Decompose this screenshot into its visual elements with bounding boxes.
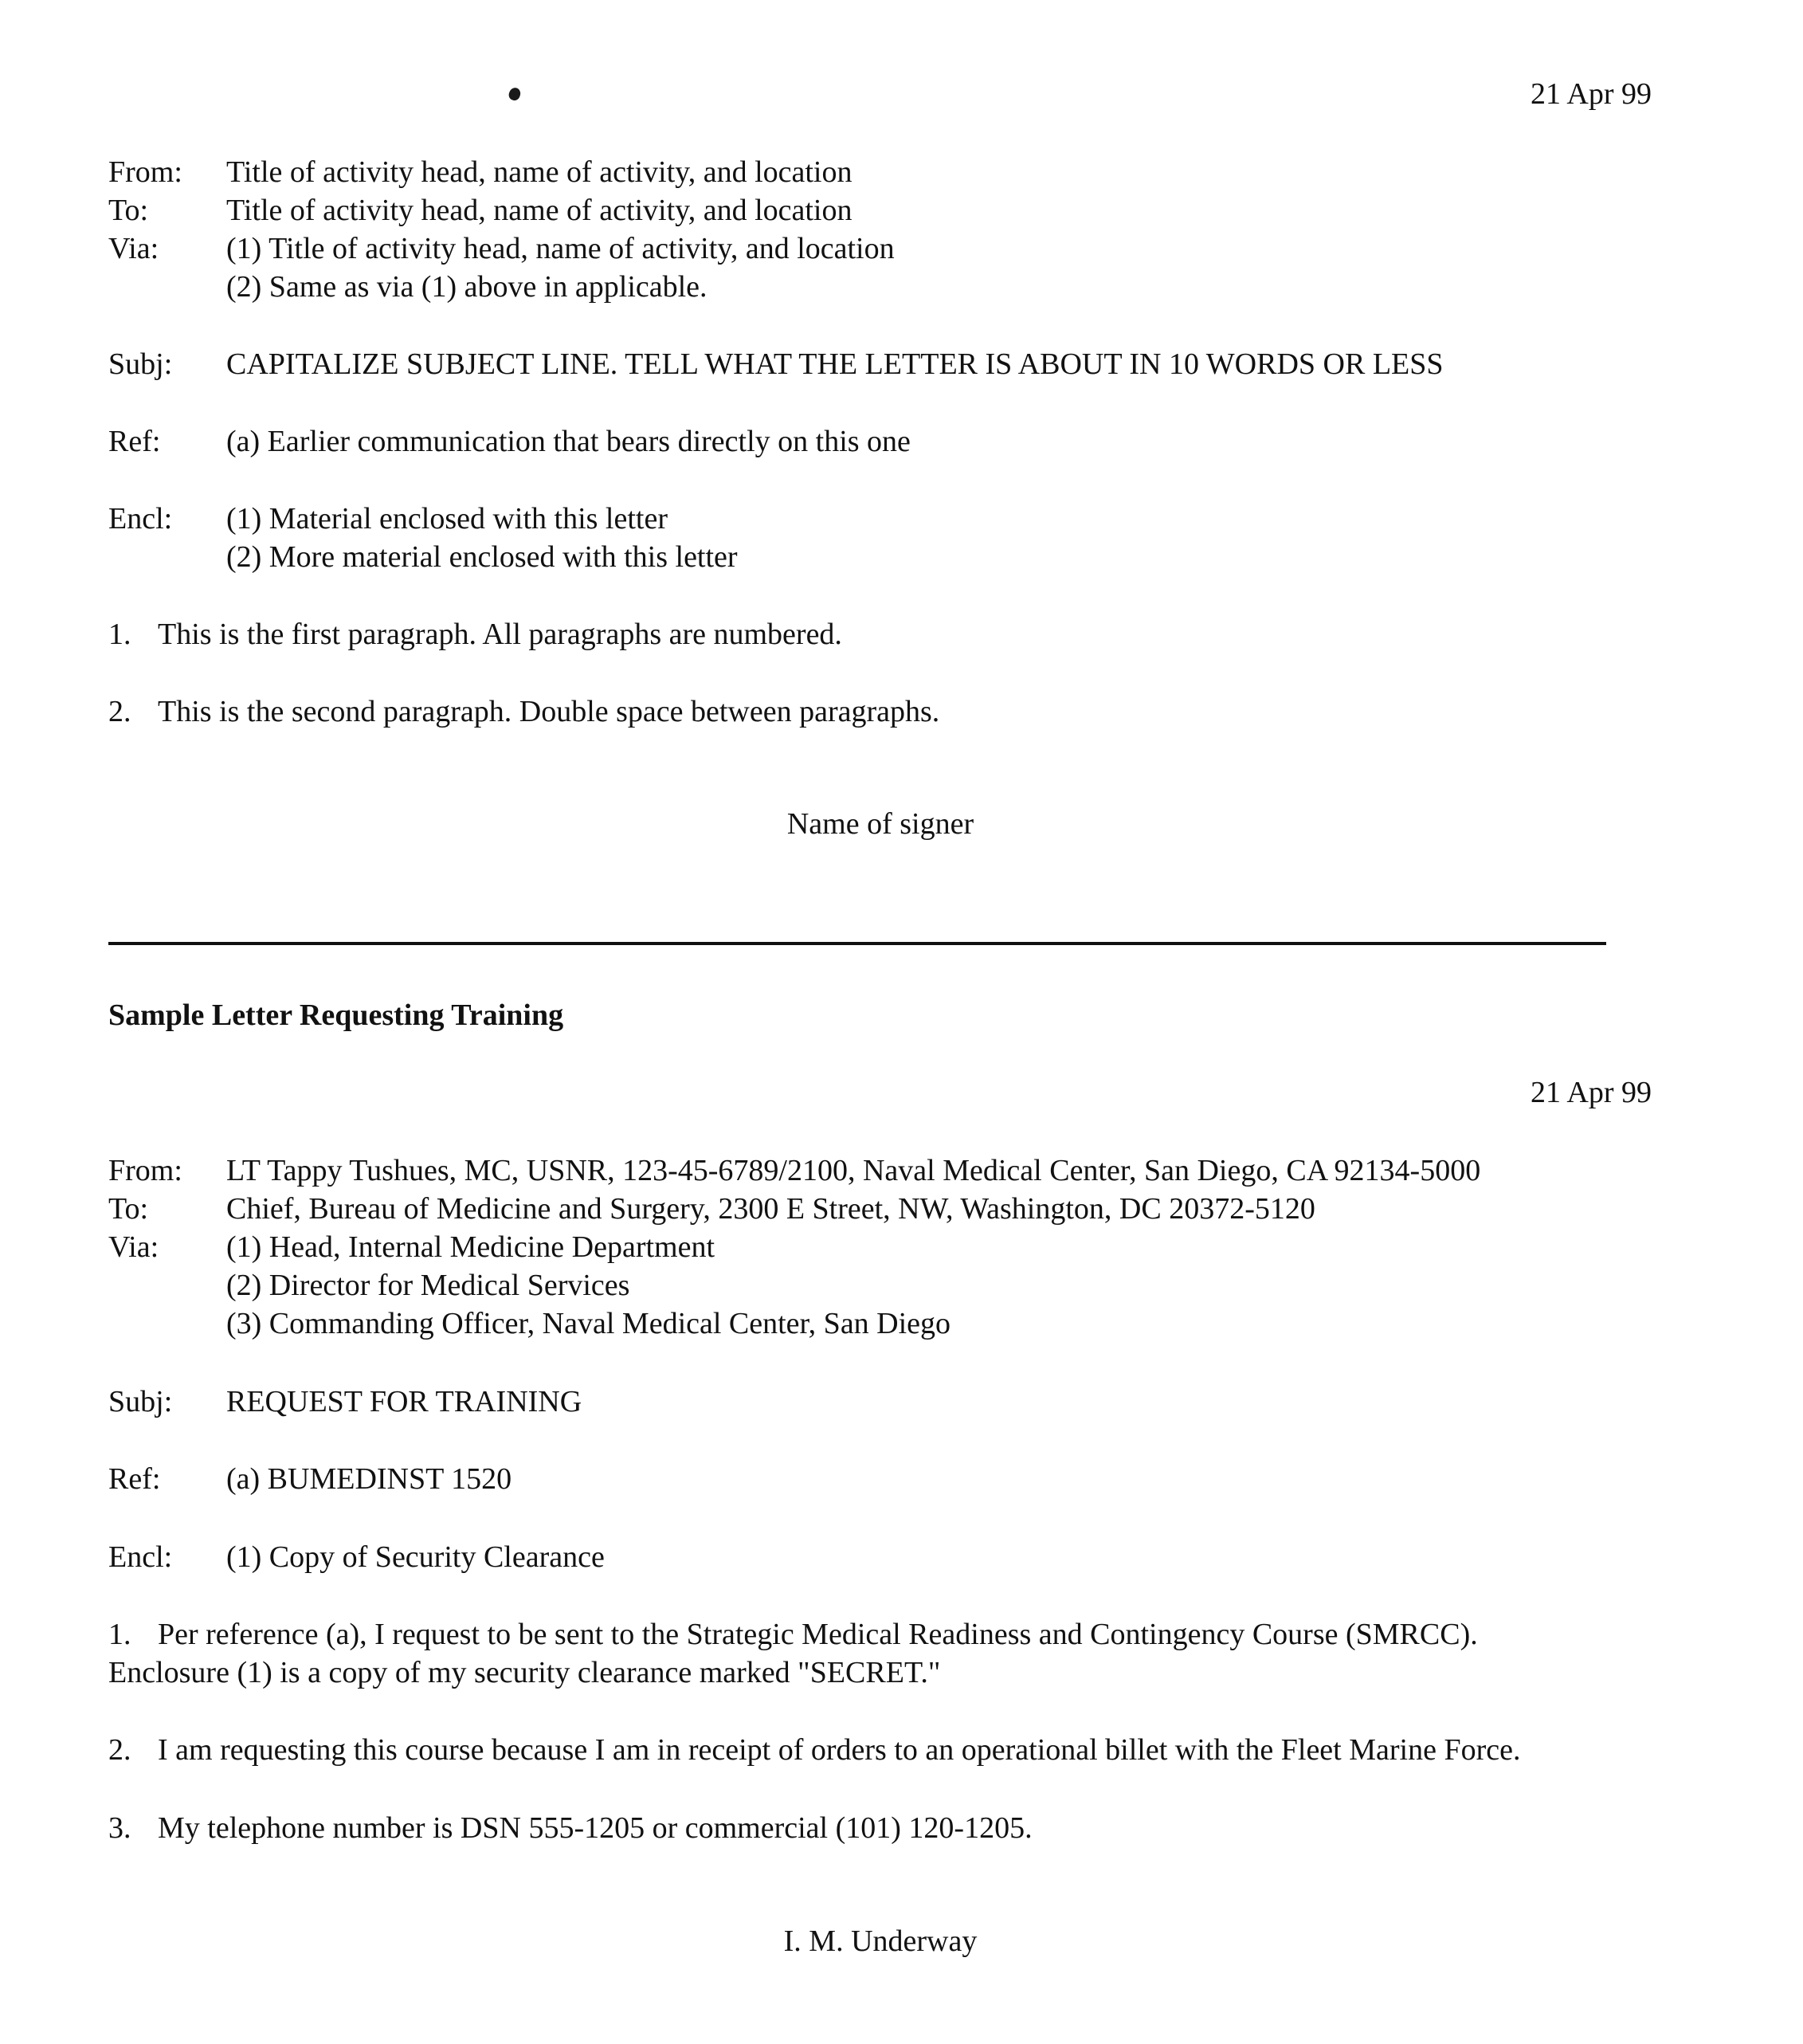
template-subj-label: Subj: [108,347,173,381]
sample-via-item-2: (2) Director for Medical Services [226,1269,630,1302]
paragraph-number: 1. [108,1618,131,1651]
template-ref-value: (a) Earlier communication that bears directly on this one [226,425,911,458]
paragraph-text: This is the second paragraph. Double space between paragraphs. [158,695,940,728]
sample-via-label: Via: [108,1230,159,1264]
sample-ref-value: (a) BUMEDINST 1520 [226,1462,512,1496]
template-encl-label: Encl: [108,502,173,536]
sample-signer: I. M. Underway [783,1924,978,1958]
sample-ref-label: Ref: [108,1462,161,1496]
paragraph-text: Per reference (a), I request to be sent to the Strategic Medical Readiness and Contingency Course (SMRCC). [158,1618,1478,1651]
template-date: 21 Apr 99 [1531,77,1652,111]
sample-from-value: LT Tappy Tushues, MC, USNR, 123-45-6789/2100, Naval Medical Center, San Diego, CA 92134-5000 [226,1154,1481,1187]
paragraph-text: This is the first paragraph. All paragraphs are numbered. [158,618,842,651]
sample-heading: Sample Letter Requesting Training [108,998,564,1032]
sample-paragraph-3 [108,1809,1033,1847]
template-to-value: Title of activity head, name of activity, and location [226,194,853,227]
sample-date: 21 Apr 99 [1531,1076,1652,1109]
section-divider [108,942,1606,945]
sample-from-label: From: [108,1154,182,1187]
sample-to-value: Chief, Bureau of Medicine and Surgery, 2300 E Street, NW, Washington, DC 20372-5120 [226,1192,1315,1226]
sample-paragraph-2 [108,1731,1520,1769]
sample-subj-value: REQUEST FOR TRAINING [226,1385,582,1418]
template-via-label: Via: [108,232,159,265]
template-subj-value: CAPITALIZE SUBJECT LINE. TELL WHAT THE LETTER IS ABOUT IN 10 WORDS OR LESS [226,347,1444,381]
paragraph-text: I am requesting this course because I am in receipt of orders to an operational billet with the Fleet Marine Force. [158,1733,1521,1767]
template-signer: Name of signer [786,807,974,841]
sample-via-item-3: (3) Commanding Officer, Naval Medical Center, San Diego [226,1307,951,1340]
template-from-label: From: [108,155,182,189]
ink-speck [508,86,523,102]
sample-encl-label: Encl: [108,1540,173,1574]
template-to-label: To: [108,194,149,227]
sample-paragraph-1-line-2: Enclosure (1) is a copy of my security clearance marked "SECRET." [108,1656,941,1689]
paragraph-number: 3. [108,1811,131,1845]
paragraph-number: 1. [108,618,131,651]
template-encl-item-2: (2) More material enclosed with this letter [226,540,738,574]
template-paragraph-1 [108,615,842,653]
sample-encl-item-1: (1) Copy of Security Clearance [226,1540,605,1574]
sample-subj-label: Subj: [108,1385,173,1418]
template-paragraph-2 [108,692,939,731]
paragraph-number: 2. [108,695,131,728]
paragraph-number: 2. [108,1733,131,1767]
template-from-value: Title of activity head, name of activity, and location [226,155,853,189]
template-via-item-2: (2) Same as via (1) above in applicable. [226,270,707,304]
paragraph-text: My telephone number is DSN 555-1205 or commercial (101) 120-1205. [158,1811,1033,1845]
template-ref-label: Ref: [108,425,161,458]
sample-to-label: To: [108,1192,149,1226]
template-encl-item-1: (1) Material enclosed with this letter [226,502,668,536]
sample-paragraph-1-line-1 [108,1615,1478,1654]
sample-via-item-1: (1) Head, Internal Medicine Department [226,1230,715,1264]
template-via-item-1: (1) Title of activity head, name of activity, and location [226,232,895,265]
